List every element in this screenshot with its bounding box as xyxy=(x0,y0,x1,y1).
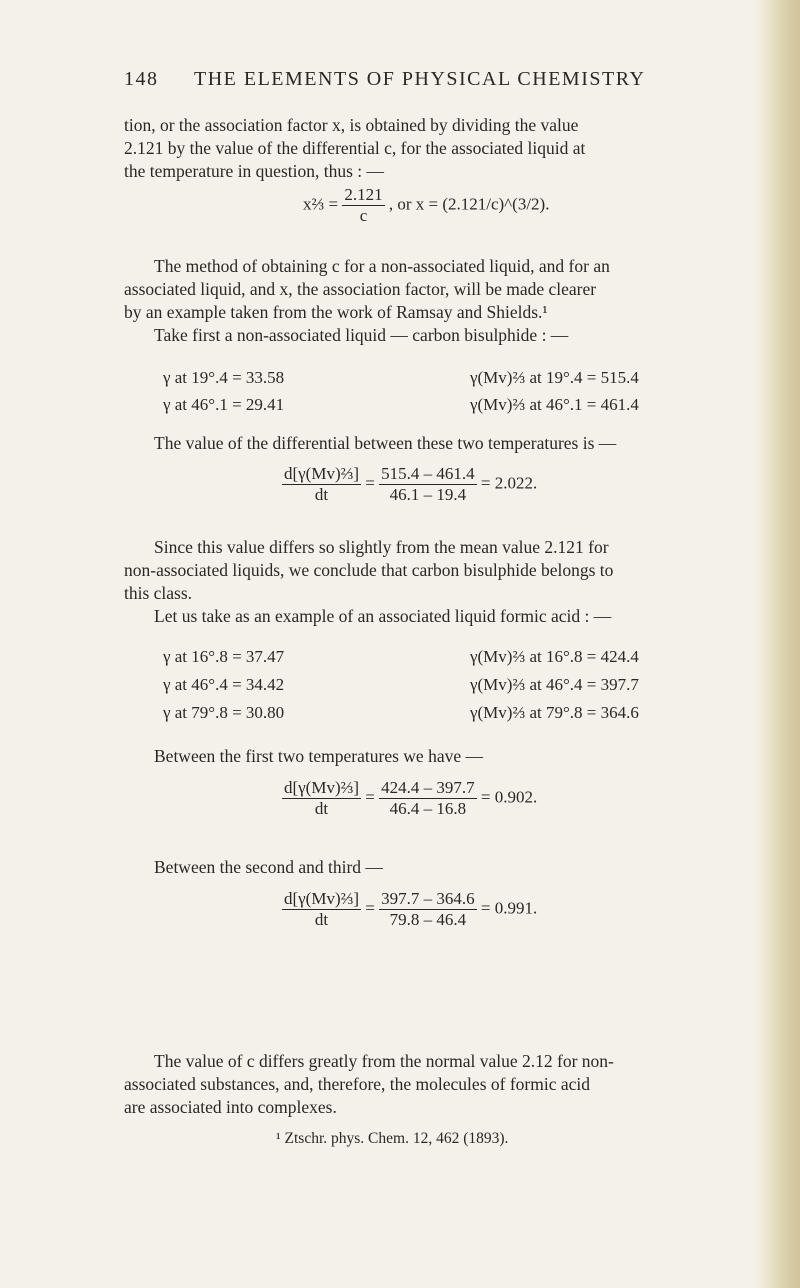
fraction-numerator: d[γ(Mv)⅔] xyxy=(284,464,360,483)
table-cell: γ(Mv)⅔ at 19°.4 = 515.4 xyxy=(470,368,639,387)
running-header xyxy=(124,68,704,98)
fraction-denominator: 79.8 – 46.4 xyxy=(389,910,467,929)
text-line: Let us take as an example of an associated liquid formic acid : — xyxy=(154,606,612,626)
table-cell: γ(Mv)⅔ at 16°.8 = 424.4 xyxy=(470,647,639,666)
table-cell: γ at 46°.4 = 34.42 xyxy=(163,675,285,694)
table-cell: γ at 79°.8 = 30.80 xyxy=(163,703,285,722)
text-line: are associated into complexes. xyxy=(124,1097,337,1117)
eq-result: = 0.991. xyxy=(480,898,538,918)
fraction-rhs xyxy=(379,465,477,504)
text-line: The method of obtaining c for a non-associated liquid, and for an xyxy=(154,256,610,276)
paragraph-1 xyxy=(124,114,768,183)
fraction-rhs xyxy=(379,779,477,818)
fraction-numerator: 515.4 – 461.4 xyxy=(381,464,475,483)
text-line: by an example taken from the work of Ramsay and Shields.¹ xyxy=(124,302,548,322)
eq-result: = 0.902. xyxy=(480,787,538,807)
table-cell: γ at 16°.8 = 37.47 xyxy=(163,647,285,666)
table-cell: γ(Mv)⅔ at 79°.8 = 364.6 xyxy=(470,703,639,722)
text-line: associated substances, and, therefore, the molecules of formic acid xyxy=(124,1074,590,1094)
text-line: 2.121 by the value of the differential c, for the associated liquid at xyxy=(124,138,586,158)
paragraph-7 xyxy=(124,1050,768,1119)
fraction-numerator: d[γ(Mv)⅔] xyxy=(284,778,360,797)
table-cell: γ at 19°.4 = 33.58 xyxy=(163,368,285,387)
fraction-numerator: 424.4 – 397.7 xyxy=(381,778,475,797)
paragraph-5 xyxy=(124,745,768,768)
fraction-lhs xyxy=(282,465,361,504)
fraction-denominator: c xyxy=(359,206,368,225)
fraction-denominator: dt xyxy=(314,799,329,818)
fraction-numerator: 397.7 – 364.6 xyxy=(381,889,475,908)
text-line: Between the first two temperatures we have — xyxy=(154,746,483,766)
text-line: The value of c differs greatly from the normal value 2.12 for non- xyxy=(154,1051,614,1071)
fraction-denominator: 46.1 – 19.4 xyxy=(389,485,467,504)
running-title: THE ELEMENTS OF PHYSICAL CHEMISTRY xyxy=(194,68,646,90)
text-line: tion, or the association factor x, is obtained by dividing the value xyxy=(124,115,579,135)
paragraph-4 xyxy=(124,536,768,628)
equation-differential-cs2: $\frac{\text{d[γ(Mv)⅔]}}{dt}$ = $\frac{515.4 - 461.4}{46.1 - 19.4}$ = 2.022. xyxy=(284,464,538,504)
fraction-rhs xyxy=(379,890,477,929)
text-line: Since this value differs so slightly from the mean value 2.121 for xyxy=(154,537,609,557)
footnote: ¹ Ztschr. phys. Chem. 12, 462 (1893). xyxy=(276,1130,509,1147)
fraction-denominator: dt xyxy=(314,485,329,504)
page-number: 148 xyxy=(124,68,159,90)
text-line: the temperature in question, thus : — xyxy=(124,161,385,181)
paragraph-3 xyxy=(124,432,768,455)
paragraph-6 xyxy=(124,856,768,879)
equation-association-factor xyxy=(303,186,549,225)
fraction-denominator: 46.4 – 16.8 xyxy=(389,799,467,818)
table-cell: γ(Mv)⅔ at 46°.4 = 397.7 xyxy=(470,675,639,694)
text-line: Between the second and third — xyxy=(154,857,383,877)
eq-left: x⅔ = xyxy=(303,194,339,214)
eq-rhs: (2.121/c)^(3/2). xyxy=(442,194,550,214)
fraction-numerator: 2.121 xyxy=(344,185,383,204)
equation-differential-formic-2: $\frac{\text{d[γ(Mv)⅔]}}{dt}$ = $\frac{397.7 - 364.6}{79.8 - 46.4}$ = 0.991. xyxy=(284,889,538,929)
fraction-denominator: dt xyxy=(314,910,329,929)
eq-mid: , or x = xyxy=(388,194,439,214)
text-line: The value of the differential between these two temperatures is — xyxy=(154,433,617,453)
table-cell: γ at 46°.1 = 29.41 xyxy=(163,395,285,414)
equation-differential-formic-1: $\frac{\text{d[γ(Mv)⅔]}}{dt}$ = $\frac{424.4 - 397.7}{46.4 - 16.8}$ = 0.902. xyxy=(284,778,538,818)
paragraph-2 xyxy=(124,255,768,347)
text-line: Take first a non-associated liquid — carbon bisulphide : — xyxy=(154,325,569,345)
table-cell: γ(Mv)⅔ at 46°.1 = 461.4 xyxy=(470,395,639,414)
fraction-numerator: d[γ(Mv)⅔] xyxy=(284,889,360,908)
eq-result: = 2.022. xyxy=(480,473,538,493)
text-line: this class. xyxy=(124,583,193,603)
text-line: non-associated liquids, we conclude that carbon bisulphide belongs to xyxy=(124,560,614,580)
text-line: associated liquid, and x, the association factor, will be made clearer xyxy=(124,279,597,299)
fraction-lhs xyxy=(282,779,361,818)
fraction-lhs xyxy=(282,890,361,929)
fraction xyxy=(342,186,384,225)
